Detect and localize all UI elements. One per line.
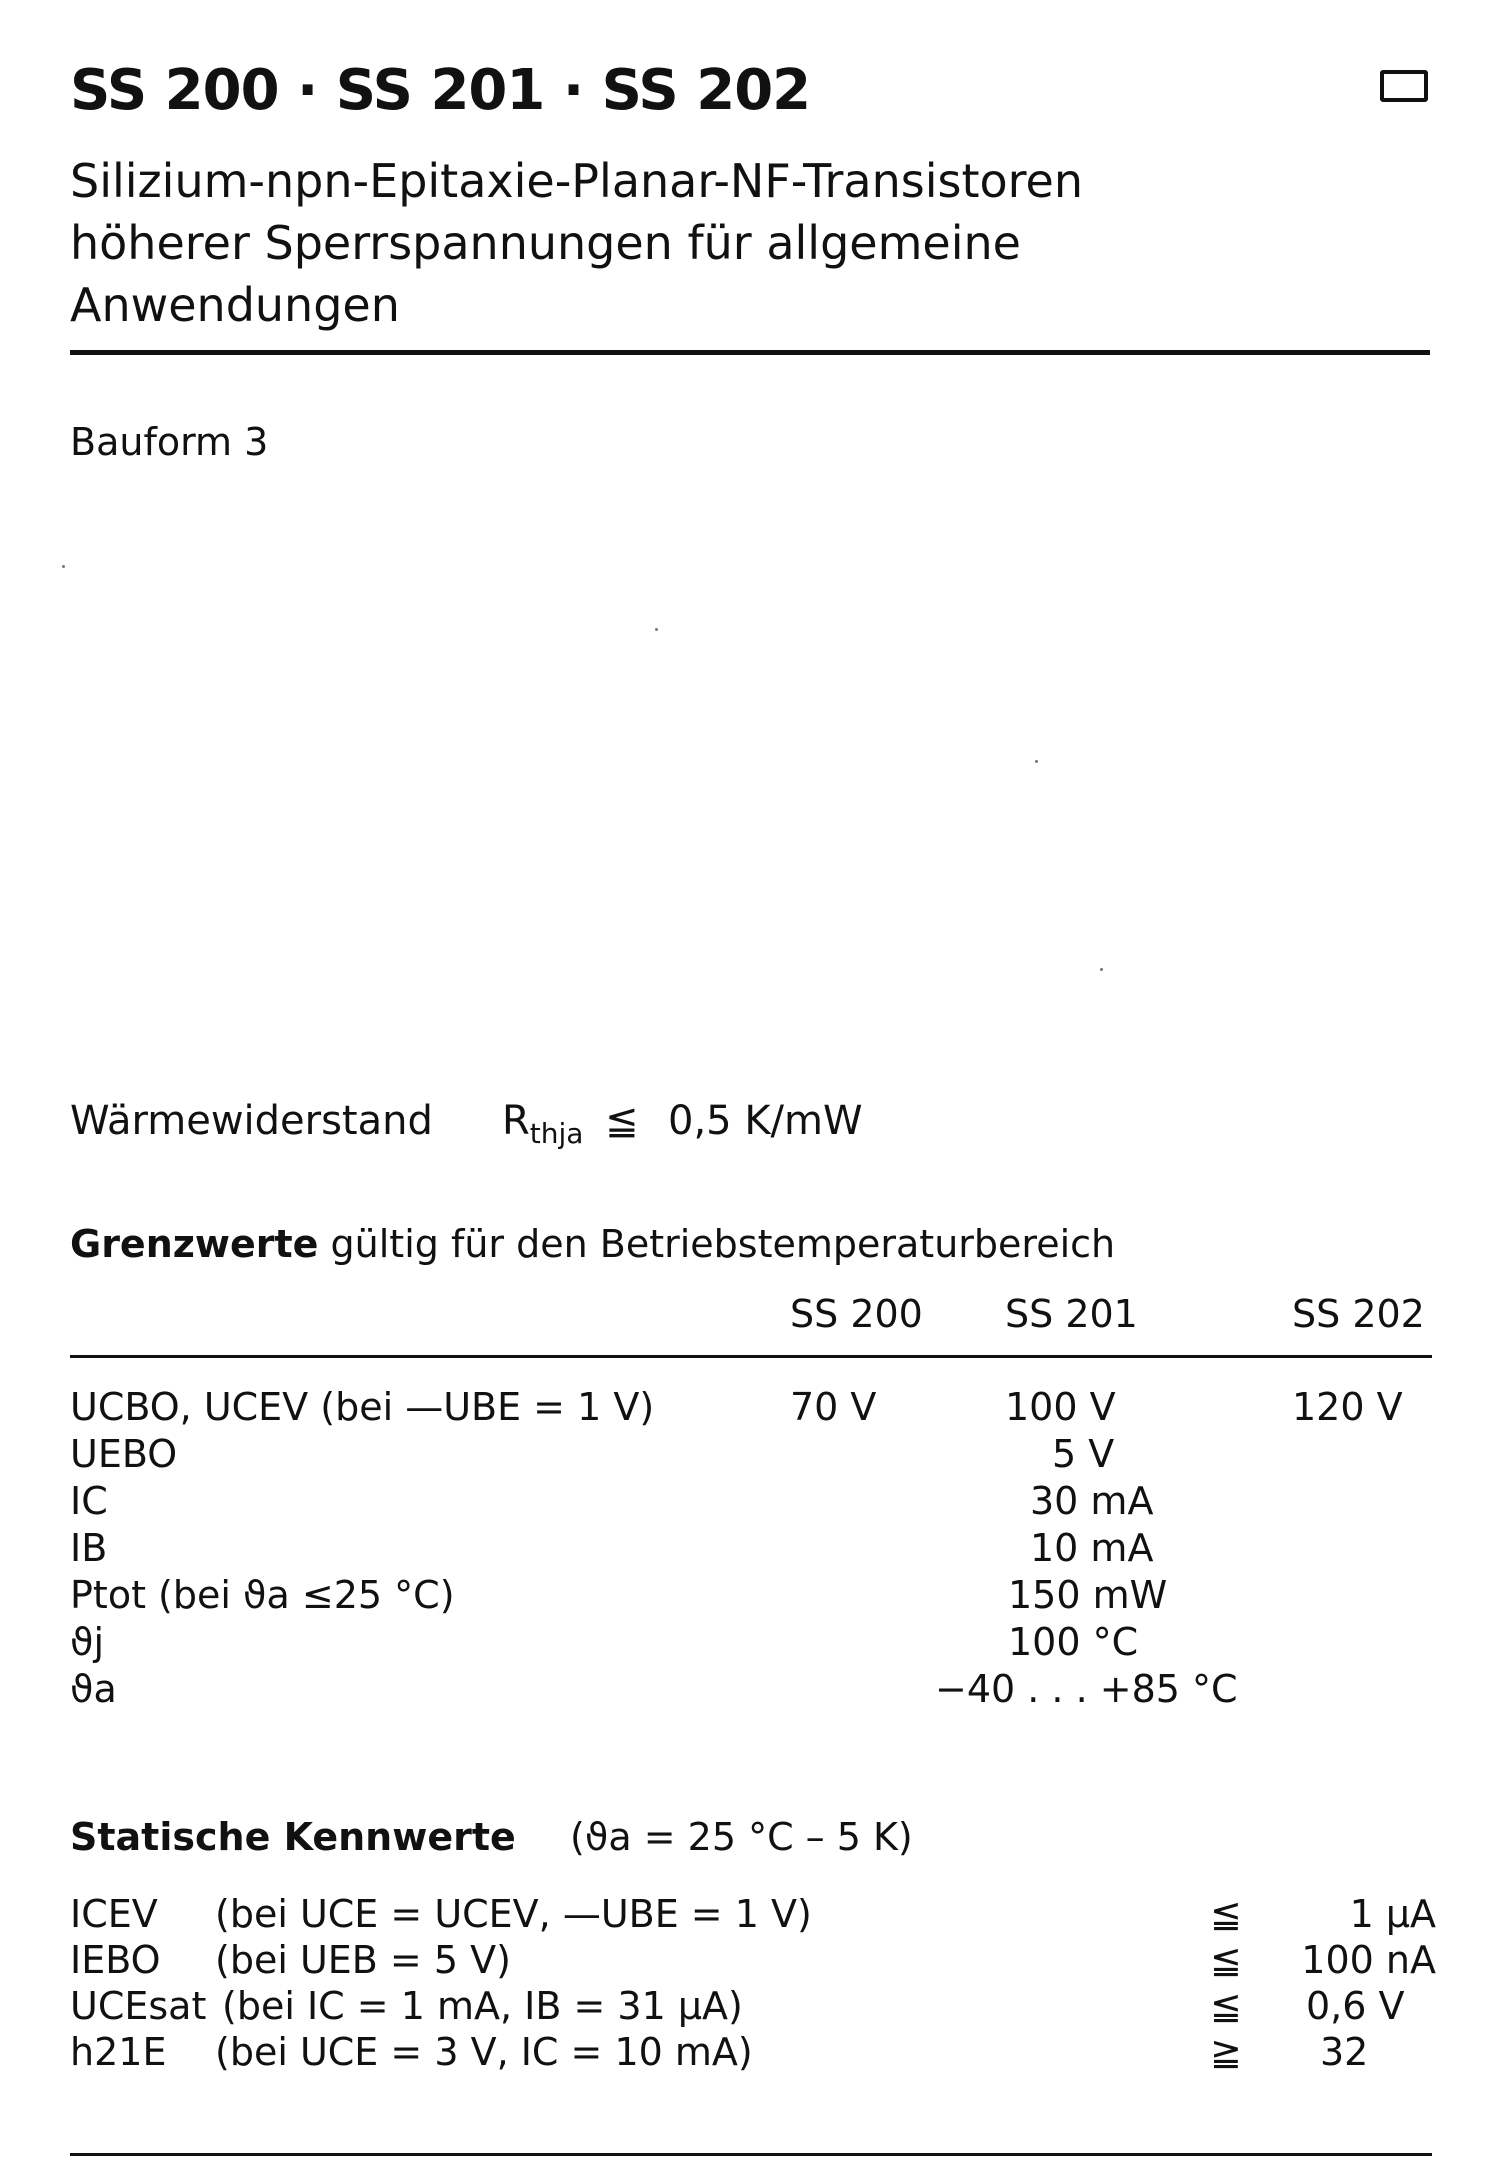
column-header-ss201: SS 201 [1005,1292,1138,1336]
subtitle-line-3: Anwendungen [70,278,400,332]
scan-speck [1035,760,1038,763]
rth-value: 0,5 K/mW [668,1098,863,1144]
statische-row-condition: (bei UCE = 3 V, IC = 10 mA) [215,2030,753,2074]
table-cell-common: 30 mA [1030,1479,1154,1523]
column-header-ss200: SS 200 [790,1292,923,1336]
statische-row-condition: (bei IC = 1 mA, IB = 31 µA) [222,1984,743,2028]
statische-param: IEBO [70,1938,161,1982]
table-cell-ss200: 70 V [790,1385,877,1429]
rth-symbol [502,1098,583,1150]
statische-param: h21E [70,2030,167,2074]
subtitle-line-2: höherer Sperrspannungen für allgemeine [70,216,1021,270]
statische-param: UCEsat [70,1984,207,2028]
checkbox-square-icon [1380,70,1428,102]
statische-value: 100 nA [1301,1938,1436,1982]
table-row-param: UCBO, UCEV (bei —UBE = 1 V) [70,1385,655,1429]
table-row-param: UEBO [70,1432,178,1476]
header-rule [70,350,1430,355]
table-row-param: Ptot (bei ϑa ≤25 °C) [70,1573,455,1617]
table-cell-common: 10 mA [1030,1526,1154,1570]
grenzwerte-table-rule [70,1355,1432,1358]
column-header-ss202: SS 202 [1292,1292,1425,1336]
statische-relation: ≦ [1210,1984,1242,2028]
subtitle-line-1: Silizium-npn-Epitaxie-Planar-NF-Transistoren [70,154,1084,208]
grenzwerte-heading-rest: gültig für den Betriebstemperaturbereich [330,1222,1116,1266]
statische-row-condition: (bei UEB = 5 V) [215,1938,511,1982]
waermewiderstand-label: Wärmewiderstand [70,1098,433,1144]
statische-heading: Statische Kennwerte [70,1815,516,1859]
statische-value: 0,6 V [1306,1984,1405,2028]
table-row-param: IC [70,1479,108,1523]
statische-relation: ≦ [1210,1892,1242,1936]
scan-speck [62,565,65,568]
table-cell-ss202: 120 V [1292,1385,1403,1429]
statische-param: ICEV [70,1892,158,1936]
statische-row-condition: (bei UCE = UCEV, —UBE = 1 V) [215,1892,812,1936]
datasheet-title: SS 200 · SS 201 · SS 202 [70,58,811,123]
table-cell-common: 150 mW [1008,1573,1168,1617]
table-row-param: IB [70,1526,108,1570]
rth-symbol-main: R [502,1098,530,1144]
table-row-param: ϑa [70,1667,117,1711]
table-cell-common: 5 V [1052,1432,1115,1476]
table-cell-common: −40 . . . +85 °C [935,1667,1238,1711]
statische-relation: ≧ [1210,2030,1242,2074]
bauform-label: Bauform 3 [70,420,269,464]
rth-symbol-sub: thja [529,1117,584,1150]
statische-relation: ≦ [1210,1938,1242,1982]
statische-condition: (ϑa = 25 °C – 5 K) [570,1815,913,1859]
table-cell-ss201: 100 V [1005,1385,1116,1429]
table-row-param: ϑj [70,1620,105,1664]
scan-speck [1100,968,1103,971]
scan-speck [655,628,658,631]
grenzwerte-heading [70,1222,1115,1266]
footer-rule [70,2153,1432,2156]
grenzwerte-heading-bold: Grenzwerte [70,1222,319,1266]
statische-value: 32 [1320,2030,1369,2074]
statische-value: 1 µA [1349,1892,1436,1936]
table-cell-common: 100 °C [1008,1620,1139,1664]
rth-relation: ≦ [605,1098,639,1144]
